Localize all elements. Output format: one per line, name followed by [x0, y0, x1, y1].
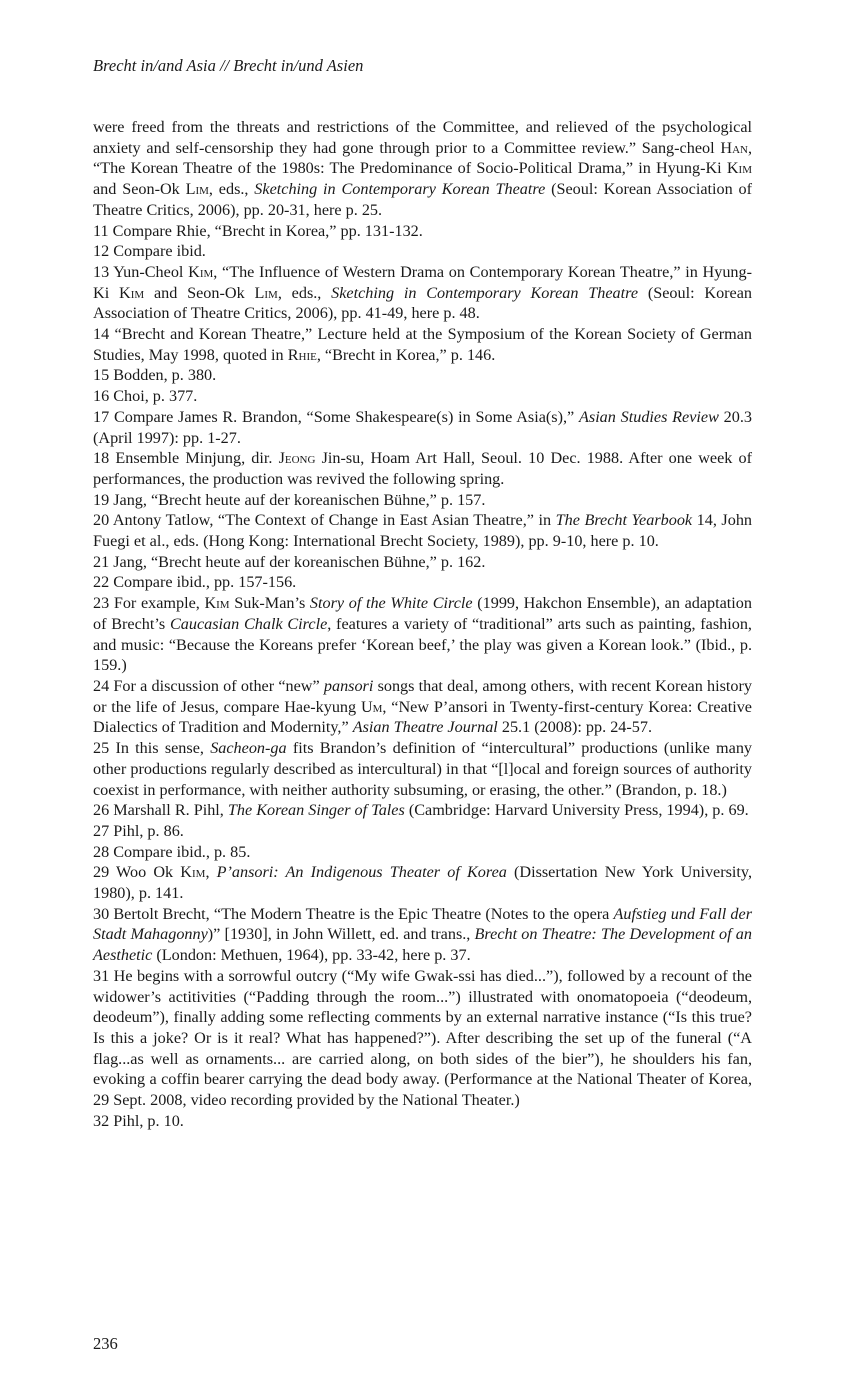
note-text: 27 Pihl, p. 86. — [93, 821, 184, 840]
endnote — [93, 552, 752, 573]
author-surname: Rhie — [287, 345, 317, 364]
italic-title: Asian Theatre Journal — [352, 718, 498, 737]
endnote — [93, 221, 752, 242]
note-text: (Seoul: Korean Association of Theatre Critics, 2006), pp. 20-31, here p. 25. — [93, 180, 752, 219]
italic-title: pansori — [323, 676, 374, 695]
endnote — [93, 821, 752, 842]
italic-title: Sketching in Contemporary Korean Theatre — [331, 283, 639, 302]
endnote — [93, 572, 752, 593]
note-text: 26 Marshall R. Pihl, — [93, 801, 228, 820]
note-text: 30 Bertolt Brecht, “The Modern Theatre is the Epic Theatre (Notes to the opera — [93, 904, 614, 923]
note-text: 32 Pihl, p. 10. — [93, 1111, 184, 1130]
endnote — [93, 365, 752, 386]
endnote — [93, 241, 752, 262]
endnote — [93, 407, 752, 448]
page-number: 236 — [93, 1334, 118, 1353]
note-text: 16 Choi, p. 377. — [93, 387, 198, 406]
endnote — [93, 262, 752, 324]
italic-title: Aufstieg und Fall der Stadt Mahagonny — [93, 904, 752, 944]
note-text: songs that deal, among others, with recent Korean history or the life of Jesus, compare Hae-kyung — [93, 676, 752, 716]
endnote — [93, 862, 752, 903]
note-text: 31 He begins with a sorrowful outcry (“My wife Gwak-ssi has died...”), followed by a recount of the widower’s actitivities (“Padding through the room...”) illustrated with onomatopoeia (“deodeum, deodeum”), finally adding some reflecting comments by an external narrative instance (“Is this true? Is this a joke? Or is it real? What has happened?”). After describing the set up of the funeral (“A flag...as well as ornaments... are carried along, on both sides of the bier”), he shoulders his fan, evoking a coffin bearer carrying the dead body away. (Performance at the National Theater of Korea, 29 Sept. 2008, video recording provided by the National Theater.) — [93, 966, 752, 1110]
italic-title: Story of the White Circle — [309, 594, 473, 613]
note-text: , “The Influence of Western Drama on Contemporary Korean Theatre,” in Hyung-Ki — [93, 262, 752, 302]
note-text: 19 Jang, “Brecht heute auf der koreanischen Bühne,” p. 157. — [93, 490, 486, 509]
note-text: (1999, Hakchon Ensemble), an adaptation of Brecht’s — [93, 594, 752, 633]
note-text: , “The Korean Theatre of the 1980s: The Predominance of Socio-Political Drama,” in Hyung-Ki — [93, 138, 752, 178]
italic-title: Asian Studies Review — [579, 407, 719, 426]
note-text: , “Brecht in Korea,” p. 146. — [316, 345, 496, 364]
endnote — [93, 904, 752, 966]
note-text: fits Brandon’s definition of “intercultural” productions (unlike many other productions regularly described as intercultural) in that “[l]ocal and foreign sources of authority coexist in performance, with neither authority subsuming, or erasing, the other.” (Brandon, p. 18.) — [93, 739, 753, 799]
note-text: 14, John Fuegi et al., eds. (Hong Kong: International Brecht Society, 1989), pp. 9-10, here p. 10. — [93, 511, 753, 551]
endnote — [93, 324, 752, 365]
author-surname: Lim — [185, 180, 209, 199]
endnote — [93, 593, 752, 676]
note-text: (London: Methuen, 1964), pp. 33-42, here p. 37. — [152, 946, 471, 965]
note-text: (Dissertation New York University, 1980), p. 141. — [93, 863, 753, 903]
note-text: 25 In this sense, — [93, 739, 211, 758]
endnote — [93, 800, 752, 821]
note-text: 29 Woo Ok — [93, 863, 181, 882]
italic-title: Sketching in Contemporary Korean Theatre — [254, 180, 546, 199]
italic-title: The Brecht Yearbook — [555, 511, 693, 530]
note-text: 13 Yun-Cheol — [93, 262, 189, 281]
note-text: and Seon-Ok — [93, 180, 186, 199]
running-head: Brecht in/and Asia // Brecht in/und Asien — [93, 56, 364, 75]
note-text: Suk-Man’s — [229, 594, 310, 613]
note-text: Jin-su, Hoam Art Hall, Seoul. 10 Dec. 1988. After one week of performances, the production was revived the following spring. — [93, 449, 752, 488]
note-text: , eds., — [277, 283, 332, 302]
note-text: , “New P’ansori in Twenty-first-century Korea: Creative Dialectics of Tradition and Modernity,” — [93, 697, 752, 737]
endnote — [93, 490, 752, 511]
italic-title: Caucasian Chalk Circle — [169, 614, 328, 633]
note-text: were freed from the threats and restrictions of the Committee, and relieved of the psychological anxiety and self-censorship they had gone through prior to a Committee review.” Sang-cheol — [93, 118, 752, 157]
italic-title: Brecht on Theatre: The Development of an Aesthetic — [93, 925, 752, 965]
italic-title: The Korean Singer of Tales — [227, 801, 405, 820]
note-text: 20 Antony Tatlow, “The Context of Change in East Asian Theatre,” in — [93, 511, 556, 530]
note-text: , features a variety of “traditional” arts such as painting, fashion, and music: “Because the Koreans prefer ‘Korean beef,’ the play was given a Korean look.” (Ibid., p. 159.) — [93, 614, 752, 675]
note-text: 20.3 (April 1997): pp. 1-27. — [93, 407, 753, 447]
endnote — [93, 117, 752, 221]
author-surname: Han — [720, 138, 748, 157]
author-surname: Kim — [119, 283, 145, 302]
note-text: 21 Jang, “Brecht heute auf der koreanischen Bühne,” p. 162. — [93, 552, 486, 571]
author-surname: Lim — [254, 283, 278, 302]
endnote — [93, 386, 752, 407]
note-text: (Cambridge: Harvard University Press, 1994), p. 69. — [404, 801, 749, 820]
note-text: )” [1930], in John Willett, ed. and trans., — [207, 925, 475, 944]
author-surname: Um — [360, 697, 383, 716]
note-text: , eds., — [208, 180, 255, 199]
note-text: (Seoul: Korean Association of Theatre Critics, 2006), pp. 41-49, here p. 48. — [93, 283, 753, 323]
endnotes-list — [93, 117, 752, 1131]
author-surname: Kim — [204, 594, 230, 613]
note-text: 18 Ensemble Minjung, dir. — [93, 449, 279, 468]
endnote — [93, 448, 752, 489]
author-surname: Jeong — [278, 449, 316, 468]
endnote — [93, 676, 752, 738]
note-text: and Seon-Ok — [144, 283, 255, 302]
note-text: 24 For a discussion of other “new” — [93, 676, 324, 695]
italic-title: P’ansori: An Indigenous Theater of Korea — [216, 863, 507, 882]
note-text: 28 Compare ibid., p. 85. — [93, 842, 251, 861]
endnote — [93, 842, 752, 863]
endnote — [93, 1111, 752, 1132]
endnote — [93, 966, 752, 1111]
note-text: 22 Compare ibid., pp. 157-156. — [93, 573, 297, 592]
note-text: , — [205, 863, 217, 882]
note-text: 14 “Brecht and Korean Theatre,” Lecture held at the Symposium of the Korean Society of German Studies, May 1998, quoted in — [93, 325, 752, 364]
endnote — [93, 510, 752, 551]
note-text: 23 For example, — [93, 594, 205, 613]
italic-title: Sacheon-ga — [210, 739, 287, 758]
note-text: 15 Bodden, p. 380. — [93, 366, 217, 385]
note-text: 25.1 (2008): pp. 24-57. — [497, 718, 653, 737]
note-text: 11 Compare Rhie, “Brecht in Korea,” pp. 131-132. — [93, 221, 423, 240]
note-text: 12 Compare ibid. — [93, 242, 206, 261]
author-surname: Kim — [188, 262, 214, 281]
author-surname: Kim — [726, 159, 752, 178]
note-text: 17 Compare James R. Brandon, “Some Shakespeare(s) in Some Asia(s),” — [93, 407, 579, 426]
endnote — [93, 738, 752, 800]
author-surname: Kim — [180, 863, 206, 882]
